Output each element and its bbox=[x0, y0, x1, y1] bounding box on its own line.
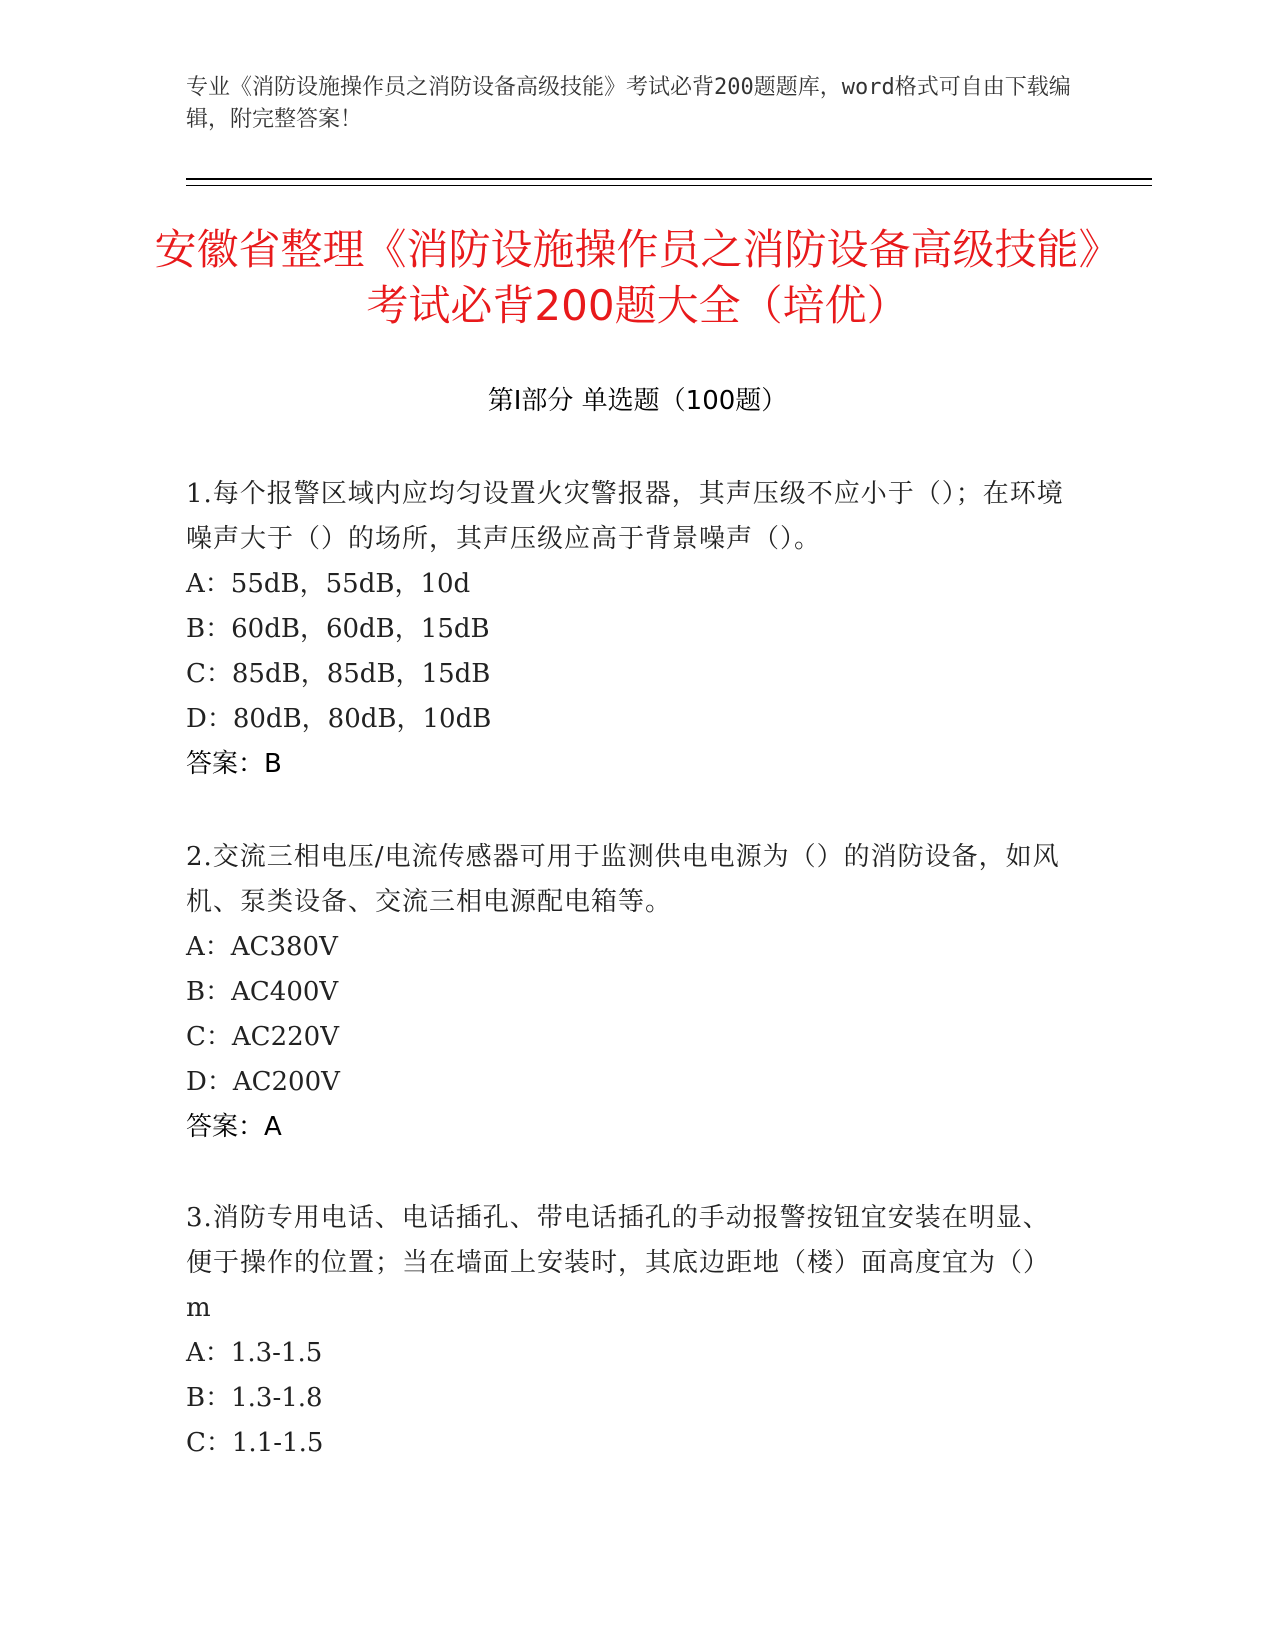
question-1 bbox=[186, 472, 1066, 787]
answer: 答案：B bbox=[186, 749, 282, 779]
option-c: C：AC220V bbox=[186, 1022, 339, 1052]
option-b: B：60dB，60dB，15dB bbox=[186, 614, 490, 644]
option-b: B：1.3-1.8 bbox=[186, 1383, 323, 1413]
question-stem: 3.消防专用电话、电话插孔、带电话插孔的手动报警按钮宜安装在明显、便于操作的位置；当在墙面上安装时，其底边距地（楼）面高度宜为（）m bbox=[186, 1203, 1051, 1323]
question-stem: 1.每个报警区域内应均匀设置火灾警报器，其声压级不应小于（）；在环境噪声大于（）的场所，其声压级应高于背景噪声（）。 bbox=[186, 479, 1064, 554]
option-c: C：1.1-1.5 bbox=[186, 1428, 324, 1458]
option-b: B：AC400V bbox=[186, 977, 339, 1007]
answer: 答案：A bbox=[186, 1112, 282, 1142]
header-note: 专业《消防设施操作员之消防设备高级技能》考试必背200题题库，word格式可自由下载编辑，附完整答案！ bbox=[186, 75, 1071, 132]
question-stem: 2.交流三相电压/电流传感器可用于监测供电电源为（）的消防设备，如风机、泵类设备、交流三相电源配电箱等。 bbox=[186, 842, 1060, 917]
option-d: D：80dB，80dB，10dB bbox=[186, 704, 492, 734]
option-a: A：1.3-1.5 bbox=[186, 1338, 323, 1368]
option-c: C：85dB，85dB，15dB bbox=[186, 659, 491, 689]
question-3 bbox=[186, 1196, 1066, 1466]
option-a: A：AC380V bbox=[186, 932, 338, 962]
document-title: 安徽省整理《消防设施操作员之消防设备高级技能》考试必背200题大全（培优） bbox=[154, 225, 1121, 330]
question-2 bbox=[186, 835, 1066, 1150]
header-divider bbox=[186, 178, 1152, 180]
option-a: A：55dB，55dB，10d bbox=[186, 569, 471, 599]
header-divider-thin bbox=[186, 185, 1152, 186]
option-d: D：AC200V bbox=[186, 1067, 340, 1097]
section-title: 第Ⅰ部分 单选题（100题） bbox=[487, 386, 788, 416]
